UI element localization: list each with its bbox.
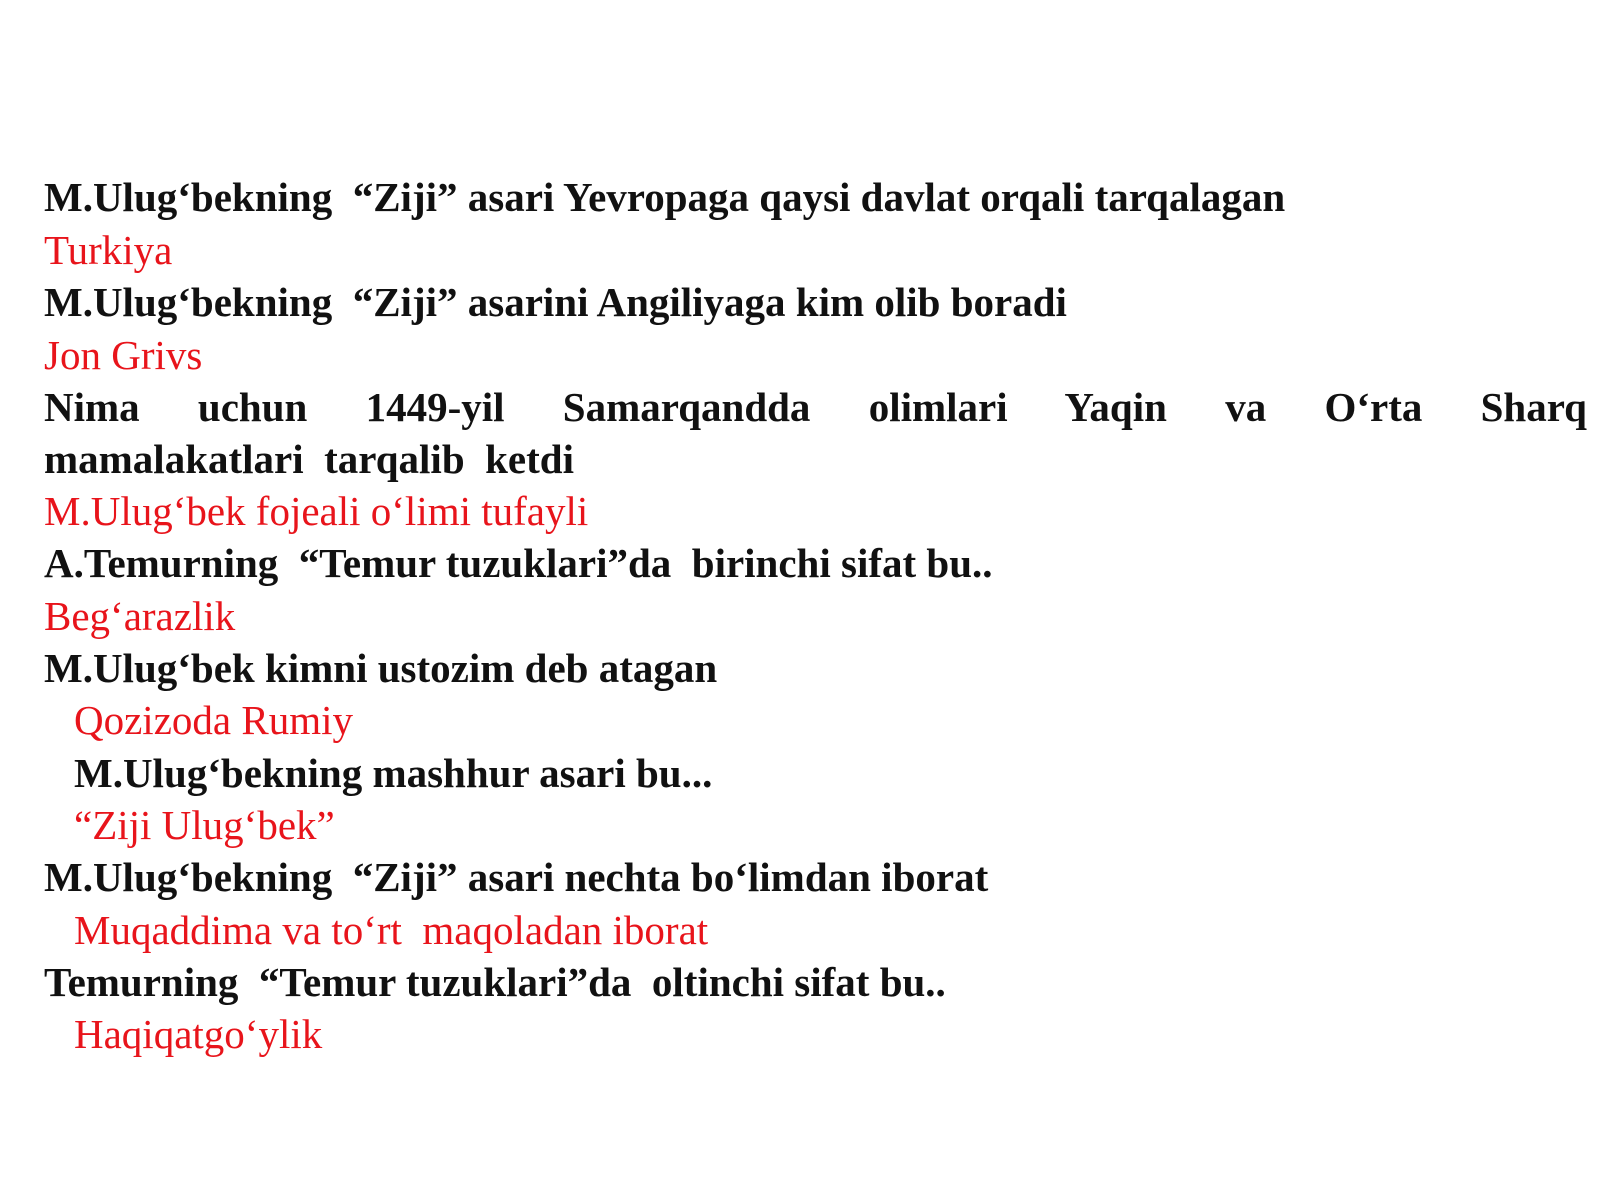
question-2: M.Ulug‘bekning “Ziji” asarini Angiliyaga kim olib boradi <box>44 279 1067 325</box>
question-4: A.Temurning “Temur tuzuklari”da birinchi sifat bu.. <box>44 540 993 586</box>
answer-1: Turkiya <box>44 227 173 273</box>
answer-7: Muqaddima va to‘rt maqoladan iborat <box>74 907 709 953</box>
question-8: Temurning “Temur tuzuklari”da oltinchi sifat bu.. <box>44 959 946 1005</box>
question-3-line-2: mamalakatlari tarqalib ketdi <box>44 436 574 482</box>
question-5: M.Ulug‘bek kimni ustozim deb atagan <box>44 645 718 691</box>
question-6: M.Ulug‘bekning mashhur asari bu... <box>74 750 713 796</box>
question-3-line-1: Nima uchun 1449-yil Samarqandda olimlari Yaqin va O‘rta Sharq <box>44 384 1587 430</box>
answer-6: “Ziji Ulug‘bek” <box>74 802 335 848</box>
answer-2: Jon Grivs <box>44 332 203 378</box>
question-1: M.Ulug‘bekning “Ziji” asari Yevropaga qaysi davlat orqali tarqalagan <box>44 174 1286 220</box>
answer-5: Qozizoda Rumiy <box>74 697 353 743</box>
question-7: M.Ulug‘bekning “Ziji” asari nechta bo‘limdan iborat <box>44 854 989 900</box>
answer-4: Beg‘arazlik <box>44 593 236 639</box>
answer-3: M.Ulug‘bek fojeali o‘limi tufayli <box>44 488 589 534</box>
answer-8: Haqiqatgo‘ylik <box>74 1011 323 1057</box>
